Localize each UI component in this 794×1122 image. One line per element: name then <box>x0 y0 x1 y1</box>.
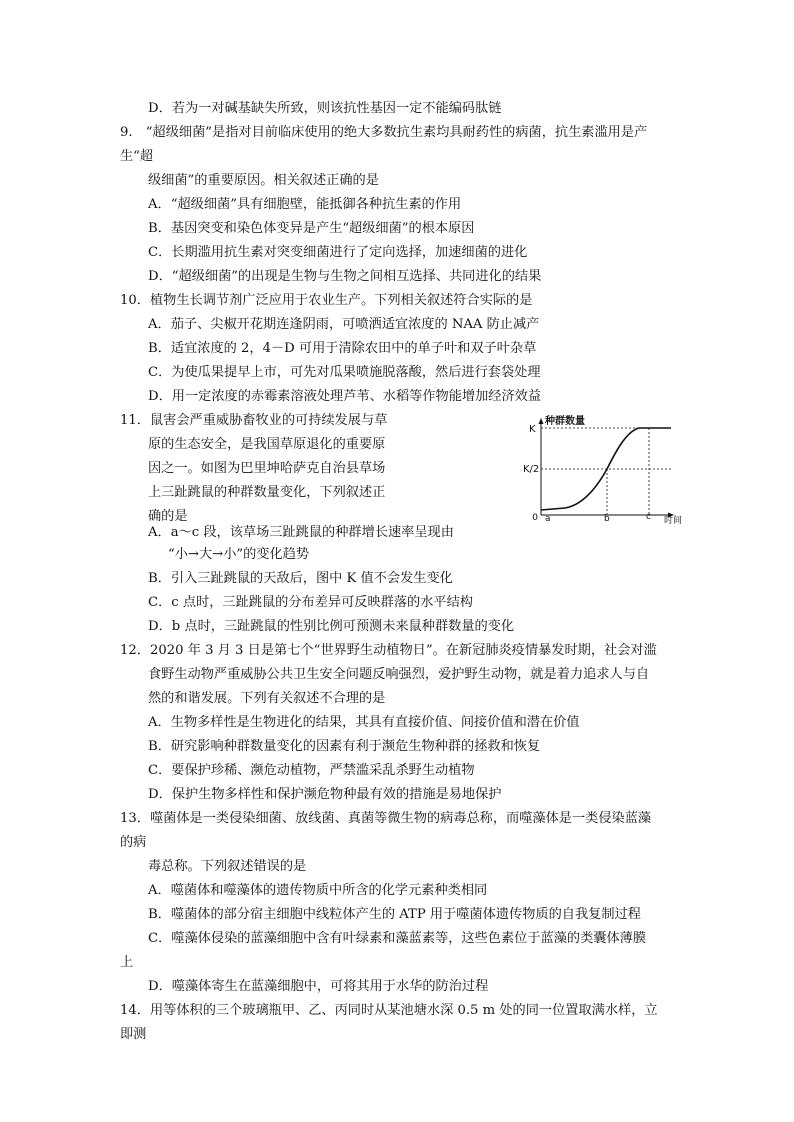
q13-option-a: A．噬菌体和噬藻体的遗传物质中所含的化学元素种类相同 <box>148 883 488 898</box>
q13-option-b: B．噬菌体的部分宿主细胞中线粒体产生的 ATP 用于噬菌体遗传物质的自我复制过程 <box>148 907 641 922</box>
q10-option-c: C．为使瓜果提早上市，可先对瓜果喷施脱落酸，然后进行套袋处理 <box>148 365 541 380</box>
q9-stem: 9. “超级细菌”是指对目前临床使用的绝大多数抗生素均具耐药性的病菌，抗生素滥用是产 <box>120 125 648 140</box>
q11-stem-cont: 确的是 <box>148 509 188 524</box>
q12-option-a: A．生物多样性是生物进化的结果，其具有直接价值、间接价值和潜在价值 <box>148 715 580 730</box>
q14-stem-wrap: 即测 <box>120 1027 147 1042</box>
origin-label: 0 <box>532 513 538 523</box>
x-axis-label: 时间 <box>664 516 683 525</box>
k-half-tick-label: K/2 <box>523 464 540 475</box>
q13-option-d: D．噬藻体寄生在蓝藻细胞中，可将其用于水华的防治过程 <box>148 979 489 994</box>
y-axis-arrow <box>539 418 544 424</box>
q13-stem-cont: 毒总称。下列叙述错误的是 <box>148 859 307 874</box>
k-tick-label: K <box>529 424 536 435</box>
x-point-b: b <box>604 514 610 524</box>
q11-stem-cont: 因之一。如图为巴里坤哈萨克自治县草场 <box>148 461 386 476</box>
q10-option-d: D．用一定浓度的赤霉素溶液处理芦苇、水稻等作物能增加经济效益 <box>148 389 542 404</box>
q12-stem-cont: 然的和谐发展。下列有关叙述不合理的是 <box>148 691 386 706</box>
q9-option-a: A．“超级细菌”具有细胞壁，能抵御各种抗生素的作用 <box>148 197 462 212</box>
q9-option-b: B．基因突变和染色体变异是产生“超级细菌”的根本原因 <box>148 221 475 236</box>
q11-option-b: B．引入三趾跳鼠的天敌后，图中 K 值不会发生变化 <box>148 571 453 586</box>
q9-stem-cont: 级细菌”的重要原因。相关叙述正确的是 <box>148 173 379 188</box>
q13-stem-wrap: 的病 <box>120 835 147 850</box>
q11-stem: 11．鼠害会严重威胁畜牧业的可持续发展与草 <box>120 413 388 428</box>
q13-option-c: C．噬藻体侵染的蓝藻细胞中含有叶绿素和藻蓝素等，这些色素位于蓝藻的类囊体薄膜 <box>148 931 647 946</box>
q11-option-a: A．a～c 段，该草场三趾跳鼠的种群增长速率呈现由 <box>148 525 454 540</box>
q11-option-a-cont: “小→大→小”的变化趋势 <box>168 547 310 562</box>
q9-stem-wrap: 生“超 <box>120 149 154 164</box>
q13-option-c-wrap: 上 <box>120 955 134 970</box>
population-chart <box>521 415 687 525</box>
q9-option-d: D．“超级细菌”的出现是生物与生物之间相互选择、共同进化的结果 <box>148 269 542 284</box>
q14-stem: 14．用等体积的三个玻璃瓶甲、乙、丙同时从某池塘水深 0.5 m 处的同一位置取满水样，立 <box>120 1003 658 1018</box>
q11-option-d: D．b 点时，三趾跳鼠的性别比例可预测未来鼠种群数量的变化 <box>148 619 515 634</box>
q10-stem: 10．植物生长调节剂广泛应用于农业生产。下列相关叙述符合实际的是 <box>120 293 533 308</box>
q12-option-b: B．研究影响种群数量变化的因素有利于濒危生物种群的拯救和恢复 <box>148 739 541 754</box>
q13-stem: 13．噬菌体是一类侵染细菌、放线菌、真菌等微生物的病毒总称，而噬藻体是一类侵染蓝藻 <box>120 811 652 826</box>
q8-option-d: D．若为一对碱基缺失所致，则该抗性基因一定不能编码肽链 <box>148 101 502 116</box>
q10-option-b: B．适宜浓度的 2，4－D 可用于清除农田中的单子叶和双子叶杂草 <box>148 341 537 356</box>
y-axis-label: 种群数量 <box>545 416 585 427</box>
q11-stem-cont: 上三趾跳鼠的种群数量变化，下列叙述正 <box>148 485 386 500</box>
q12-option-d: D．保护生物多样性和保护濒危物种最有效的措施是易地保护 <box>148 787 502 802</box>
q11-stem-cont: 原的生态安全，是我国草原退化的重要原 <box>148 437 386 452</box>
q12-stem-cont: 食野生动物严重威胁公共卫生安全问题反响强烈，爱护野生动物，就是着力追求人与自 <box>148 667 650 682</box>
q10-option-a: A．茄子、尖椒开花期连逢阴雨，可喷洒适宜浓度的 NAA 防止减产 <box>148 317 540 332</box>
q12-stem: 12．2020 年 3 月 3 日是第七个“世界野生动植物日”。在新冠肺炎疫情暴发时期，社会对滥 <box>120 643 657 658</box>
x-point-a: a <box>545 514 551 524</box>
q12-option-c: C．要保护珍稀、濒危动植物，严禁滥采乱杀野生动植物 <box>148 763 475 778</box>
q9-option-c: C．长期滥用抗生素对突变细菌进行了定向选择，加速细菌的进化 <box>148 245 528 260</box>
x-point-c: c <box>646 512 651 522</box>
q11-option-c: C．c 点时，三趾跳鼠的分布差异可反映群落的水平结构 <box>148 595 473 610</box>
